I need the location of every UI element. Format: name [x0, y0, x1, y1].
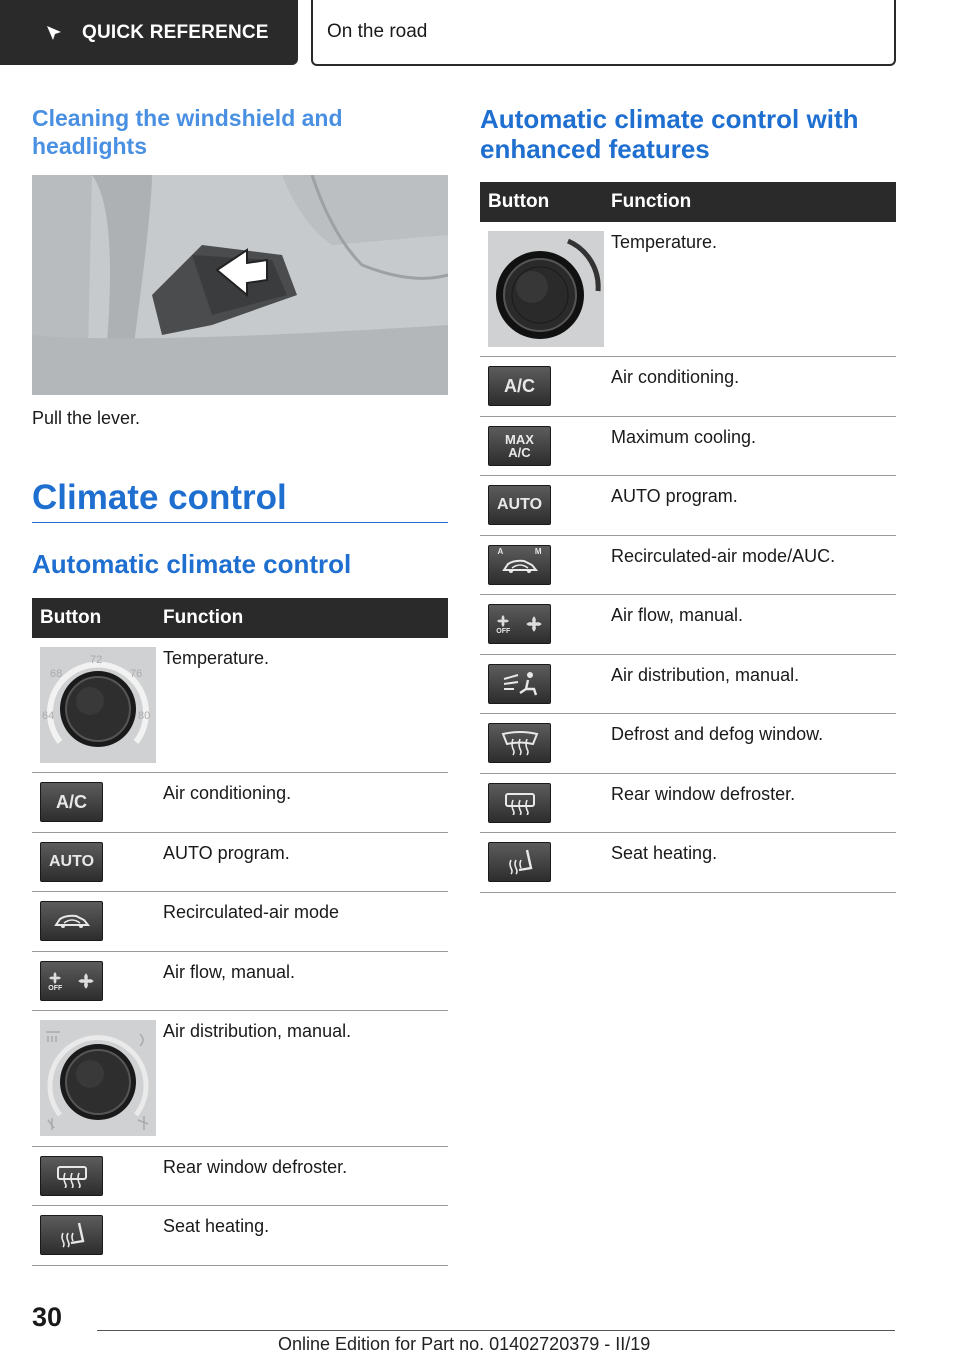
- auto-button-label: AUTO: [48, 853, 95, 870]
- air-distribution-button: [488, 664, 551, 704]
- function-text: Seat heating.: [611, 843, 718, 863]
- seat-heating-button: [488, 842, 551, 882]
- dial-label: 72: [90, 654, 103, 666]
- air-distribution-dial-image: [40, 1020, 156, 1136]
- footer-edition: Online Edition for Part no. 01402720379 - II/19: [278, 1334, 651, 1354]
- temperature-dial-image: [488, 231, 604, 347]
- m-label: M: [534, 547, 542, 556]
- rear-defroster-button: [40, 1156, 103, 1196]
- function-text: Air conditioning.: [163, 783, 292, 803]
- function-text: Air distribution, manual.: [611, 665, 800, 685]
- air-flow-button: [40, 961, 103, 1001]
- function-text: AUTO program.: [163, 843, 290, 863]
- function-text: Temperature.: [163, 648, 270, 668]
- column-header-button: Button: [488, 191, 550, 212]
- recirculation-button: [40, 901, 103, 941]
- table-row: [480, 476, 896, 536]
- table-header: [480, 182, 896, 222]
- car-recirculation-icon: [500, 556, 540, 576]
- ac-button: [488, 366, 551, 406]
- function-text: Recirculated-air mode/AUC.: [611, 546, 836, 566]
- seat-heating-button: [40, 1215, 103, 1255]
- front-defrost-icon: [500, 730, 540, 756]
- max-ac-label: A/C: [508, 445, 531, 460]
- table-row: [480, 714, 896, 774]
- table-row: [32, 1206, 448, 1266]
- dial-label: 80: [138, 710, 151, 722]
- air-distribution-icon: [500, 671, 540, 697]
- ac-button-label: A/C: [56, 791, 87, 812]
- table-row: [480, 595, 896, 655]
- function-text: Temperature.: [611, 232, 718, 252]
- table-row: [480, 417, 896, 476]
- auto-button-label: AUTO: [496, 496, 543, 513]
- quick-reference-icon: [42, 21, 66, 45]
- ac-button: [40, 782, 103, 822]
- column-header-button: Button: [40, 607, 102, 628]
- automatic-climate-table: [32, 598, 448, 1266]
- air-flow-button: [488, 604, 551, 644]
- quick-reference-label: QUICK REFERENCE: [82, 21, 269, 43]
- table-row: [32, 638, 448, 773]
- function-text: AUTO program.: [611, 486, 738, 506]
- seat-heat-icon: [505, 848, 535, 876]
- function-text: Rear window defroster.: [163, 1157, 348, 1177]
- table-row: [480, 774, 896, 833]
- dial-label: 68: [50, 668, 63, 680]
- temperature-dial-image: [40, 647, 156, 763]
- heading-rule: [32, 522, 448, 523]
- enhanced-climate-heading: Automatic climate control with enhanced features: [480, 104, 859, 164]
- table-row: [32, 952, 448, 1011]
- table-row: [480, 833, 896, 893]
- car-recirculation-icon: [52, 911, 92, 931]
- rear-defrost-icon: [503, 791, 537, 815]
- function-text: Air flow, manual.: [163, 962, 296, 982]
- table-row: [480, 222, 896, 357]
- table-row: [32, 1011, 448, 1147]
- front-defrost-button: [488, 723, 551, 763]
- fan-small-icon: [48, 971, 62, 985]
- quick-reference-tab[interactable]: [0, 0, 298, 65]
- seat-heat-icon: [57, 1221, 87, 1249]
- function-text: Air conditioning.: [611, 367, 740, 387]
- enhanced-climate-table: [480, 182, 896, 893]
- auto-button: [488, 485, 551, 525]
- recirculation-auc-button: [488, 545, 551, 585]
- automatic-climate-heading: Automatic climate control: [32, 549, 352, 579]
- function-text: Air distribution, manual.: [163, 1021, 352, 1041]
- table-row: [480, 536, 896, 595]
- climate-control-heading: Climate control: [32, 478, 287, 517]
- function-text: Maximum cooling.: [611, 427, 757, 447]
- table-header: [32, 598, 448, 638]
- off-label: OFF: [496, 627, 511, 635]
- windshield-lever-image: [32, 175, 448, 395]
- cleaning-text: Pull the lever.: [32, 408, 141, 428]
- table-row: [32, 833, 448, 892]
- dial-label: 76: [130, 668, 143, 680]
- fan-small-icon: [496, 614, 510, 628]
- ac-button-label: A/C: [504, 375, 535, 396]
- cleaning-heading: Cleaning the windshield and headlights: [32, 105, 343, 159]
- function-text: Recirculated-air mode: [163, 902, 340, 922]
- table-row: [480, 357, 896, 417]
- table-row: [32, 892, 448, 952]
- column-header-function: Function: [611, 191, 692, 212]
- column-header-function: Function: [163, 607, 244, 628]
- page-number: 30: [32, 1302, 63, 1332]
- off-label: OFF: [48, 984, 63, 992]
- auto-button: [40, 842, 103, 882]
- dial-label: 64: [42, 710, 55, 722]
- section-title: On the road: [311, 0, 896, 66]
- function-text: Air flow, manual.: [611, 605, 744, 625]
- fan-large-icon: [525, 615, 543, 633]
- function-text: Rear window defroster.: [611, 784, 796, 804]
- max-label: MAX: [505, 432, 534, 447]
- a-label: A: [497, 547, 504, 556]
- table-row: [480, 655, 896, 714]
- function-text: Seat heating.: [163, 1216, 270, 1236]
- rear-defroster-button: [488, 783, 551, 823]
- table-row: [32, 1147, 448, 1206]
- function-text: Defrost and defog window.: [611, 724, 824, 744]
- table-row: [32, 773, 448, 833]
- footer-rule: [97, 1330, 895, 1331]
- max-ac-button: [488, 426, 551, 466]
- rear-defrost-icon: [55, 1164, 89, 1188]
- fan-large-icon: [77, 972, 95, 990]
